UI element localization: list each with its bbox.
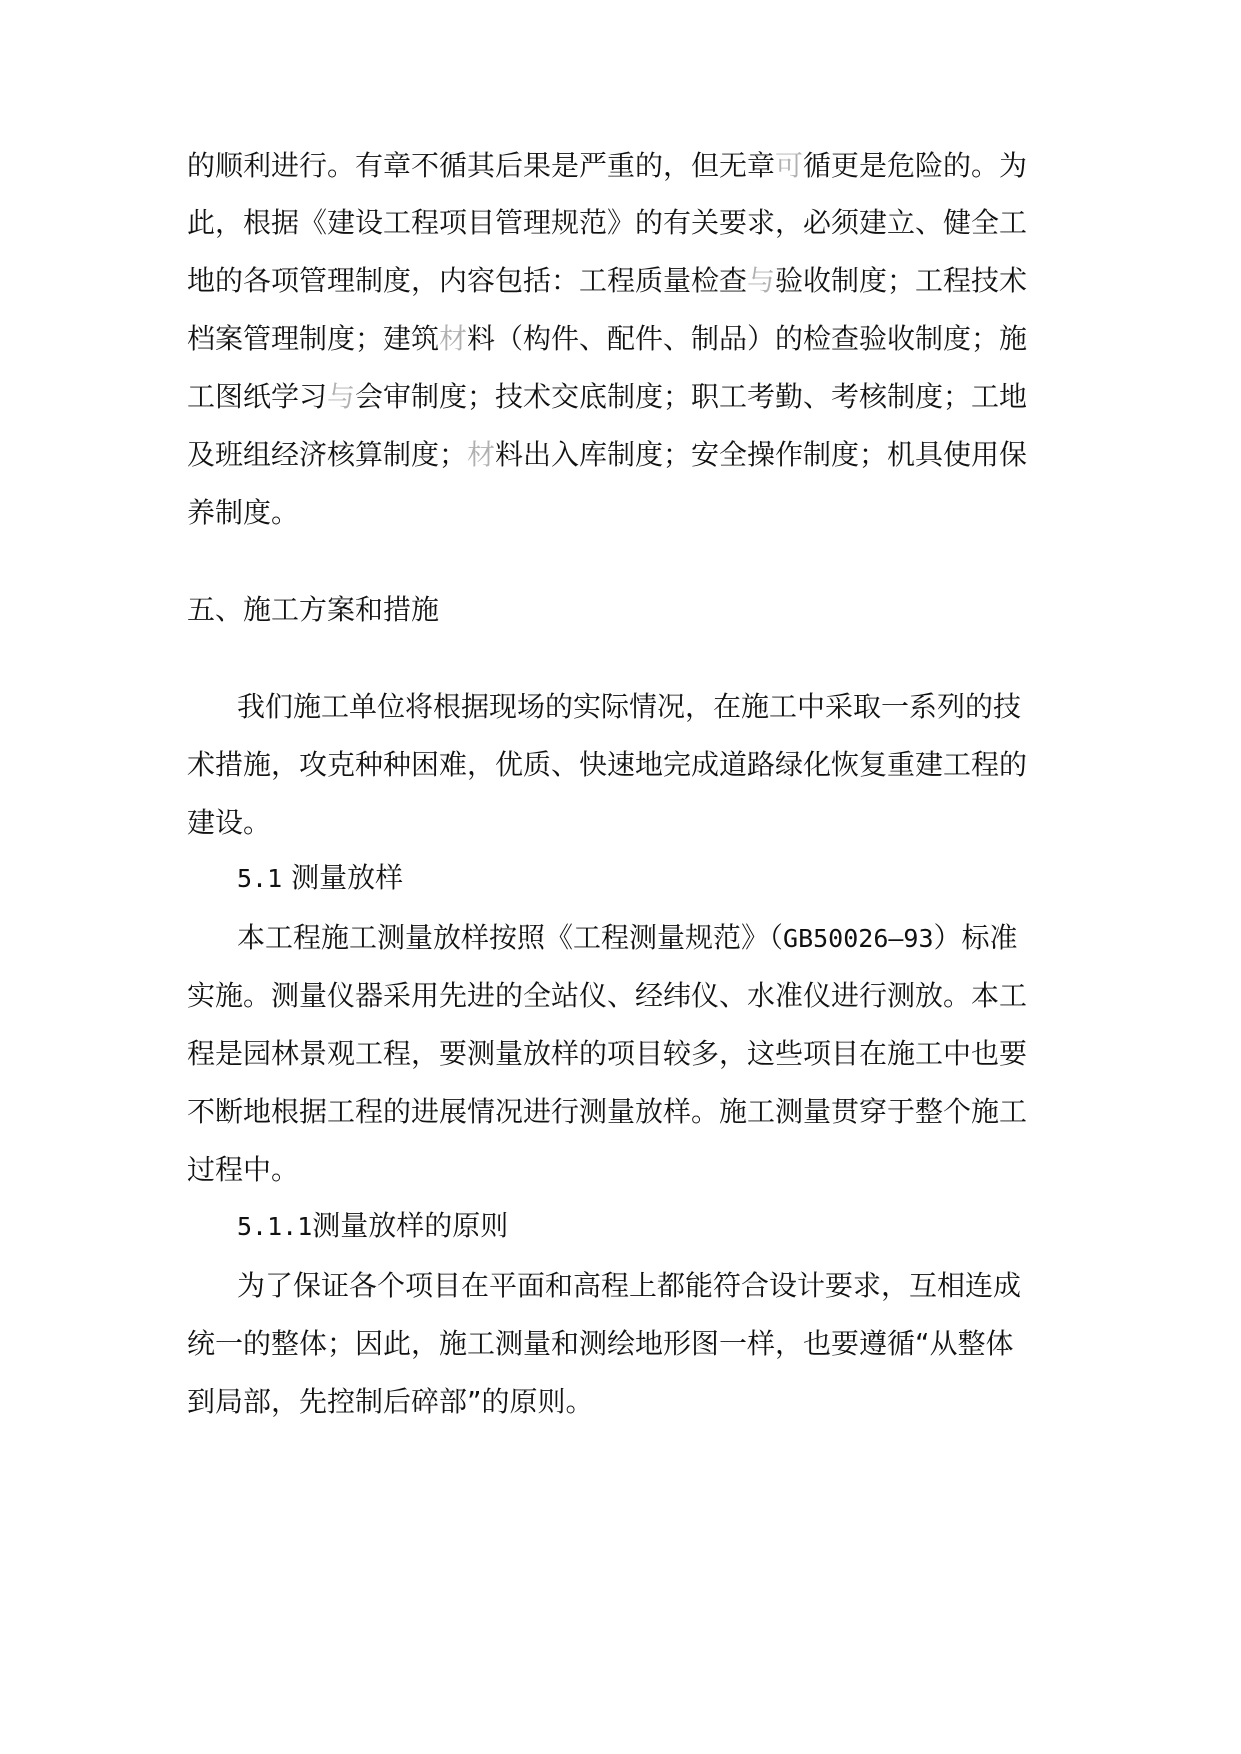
faint-char: 材 xyxy=(467,438,496,471)
para2-line-3: 建设。 xyxy=(187,806,272,839)
para2-line-1: 我们施工单位将根据现场的实际情况，在施工中采取一系列的技 xyxy=(237,690,1022,723)
text-run: 档案管理制度；建筑 xyxy=(187,322,440,355)
text-run: 料出入库制度；安全操作制度；机具使用保 xyxy=(495,438,1028,471)
text-run: 会审制度；技术交底制度；职工考勤、考核制度；工地 xyxy=(355,380,1028,413)
faint-char: 材 xyxy=(439,322,468,355)
text-run: 地的各项管理制度，内容包括：工程质量检查 xyxy=(187,264,748,297)
subsection-title: 测量放样 xyxy=(291,861,404,894)
faint-char: 与 xyxy=(327,380,356,413)
para1-line-5 xyxy=(187,379,1027,415)
para1-line-3 xyxy=(187,263,1027,299)
para3-line-3: 程是园林景观工程，要测量放样的项目较多，这些项目在施工中也要 xyxy=(187,1037,1028,1070)
text-run: 及班组经济核算制度； xyxy=(187,438,468,471)
text-run: 验收制度；工程技术 xyxy=(775,264,1028,297)
faint-char: 可 xyxy=(775,149,804,182)
subsection-number: 5.1 xyxy=(237,864,283,893)
text-run: 料（构件、配件、制品）的检查验收制度；施 xyxy=(467,322,1028,355)
text-run: 的顺利进行。有章不循其后果是严重的，但无章 xyxy=(187,149,776,182)
subsection-title: 测量放样的原则 xyxy=(312,1209,509,1242)
para1-line-2 xyxy=(187,205,1027,241)
para1-line-6 xyxy=(187,437,1027,473)
text-run: ）标准 xyxy=(933,921,1018,954)
para1-line-4 xyxy=(187,321,1027,357)
para3-line-2: 实施。测量仪器采用先进的全站仪、经纬仪、水准仪进行测放。本工 xyxy=(187,979,1028,1012)
text-run: 本工程施工测量放样按照《工程测量规范》（ xyxy=(237,921,784,954)
text-run: 此，根据《建设工程项目管理规范》的有关要求，必须建立、健全工 xyxy=(187,206,1028,239)
standard-code: GB50026—93 xyxy=(783,924,934,953)
text-run: 工图纸学习 xyxy=(187,380,328,413)
para4-line-3: 到局部，先控制后碎部”的原则。 xyxy=(187,1385,594,1418)
para3-line-4: 不断地根据工程的进展情况进行测量放样。施工测量贯穿于整个施工 xyxy=(187,1095,1028,1128)
text-run: 循更是危险的。为 xyxy=(803,149,1028,182)
section-heading: 五、施工方案和措施 xyxy=(187,593,440,626)
para3-line-1 xyxy=(237,920,1018,957)
subsection-5-1-1-heading xyxy=(237,1208,508,1245)
subsection-spacer xyxy=(282,861,291,894)
faint-char: 与 xyxy=(747,264,776,297)
subsection-5-1-heading xyxy=(237,860,403,897)
para2-line-2: 术措施，攻克种种困难，优质、快速地完成道路绿化恢复重建工程的 xyxy=(187,748,1028,781)
para3-line-5: 过程中。 xyxy=(187,1153,300,1186)
para1-line-7 xyxy=(187,495,299,531)
para1-line-1 xyxy=(187,148,1027,184)
para4-line-2: 统一的整体；因此，施工测量和测绘地形图一样，也要遵循“从整体 xyxy=(187,1327,1014,1360)
para4-line-1: 为了保证各个项目在平面和高程上都能符合设计要求，互相连成 xyxy=(237,1269,1022,1302)
subsection-number: 5.1.1 xyxy=(237,1212,313,1241)
text-run: 养制度。 xyxy=(187,496,300,529)
